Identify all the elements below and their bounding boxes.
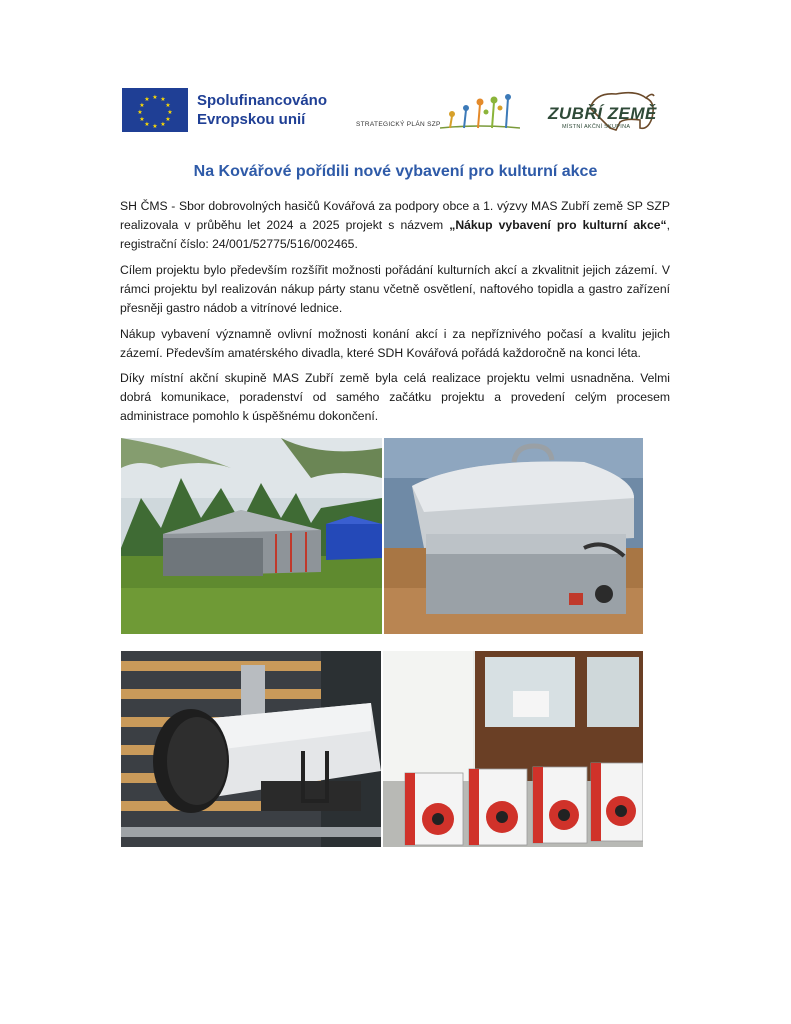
chafing-dish-photo — [384, 438, 643, 634]
mas-logo-subtitle: MÍSTNÍ AKČNÍ SKUPINA — [562, 124, 631, 130]
svg-text:★: ★ — [144, 96, 150, 103]
eu-logo-line2: Evropskou unií — [197, 111, 306, 128]
svg-text:★: ★ — [167, 109, 173, 116]
svg-text:★: ★ — [137, 109, 143, 116]
p1-tail: , registrační číslo: 24/001/52775/516/002465. — [120, 218, 671, 252]
p1-project-name: „Nákup vybavení pro kulturní akce“ — [449, 218, 667, 233]
svg-text:★: ★ — [160, 121, 166, 128]
eu-logo — [122, 88, 327, 132]
paragraph-project-goal: Cílem projektu bylo především rozšířit možnosti pořádání kulturních akcí a zkvalitnit jejich zázemí. V rámci projektu byl realizován nákup párty stanu včetně osvětlení, naftového topidla a gastro zařízení přesněji gastro nádob a vitrínové lednice. — [120, 263, 670, 316]
paragraph-project-intro — [120, 197, 670, 255]
paragraph-thanks: Díky místní akční skupině MAS Zubří země byla celá realizace projektu velmi usnadněna. Velmi dobrá komunikace, poradenství od samého začátku projektu a provedení celým procesem administrace pomohlo k úspěšnému dokončení. — [120, 371, 670, 424]
szp-logo-text: STRATEGICKÝ PLÁN SZP — [356, 121, 441, 128]
svg-text:★: ★ — [165, 102, 171, 109]
mas-zubri-zeme-logo — [548, 86, 658, 142]
cable-reels-photo — [383, 651, 643, 847]
article-title: Na Kovářové pořídili nové vybavení pro kulturní akce — [193, 163, 598, 180]
svg-text:★: ★ — [160, 96, 166, 103]
diesel-heater-photo — [121, 651, 381, 847]
p1-text: SH ČMS - Sbor dobrovolných hasičů Kovářová za podpory obce a 1. výzvy MAS Zubří země SP SZP realizovala v průběhu let 2024 a 2025 projekt s názvem — [120, 199, 670, 233]
eu-logo-text — [197, 91, 327, 129]
paragraph-impact: Nákup vybavení významně ovlivní možnosti konání akcí i za nepříznivého počasí a kvalitu jejich zázemí. Především amatérského divadla, které SDH Kovářová pořádá každoročně na konci léta. — [120, 327, 670, 361]
szp-plants-icon — [440, 94, 520, 134]
svg-text:★: ★ — [144, 121, 150, 128]
header-logos — [120, 86, 660, 146]
svg-text:★: ★ — [152, 123, 158, 130]
svg-text:★: ★ — [139, 102, 145, 109]
szp-logo — [356, 94, 526, 136]
party-tent-photo — [121, 438, 382, 634]
svg-text:★: ★ — [139, 116, 145, 123]
mas-logo-name: ZUBŘÍ ZEMĚ — [548, 104, 657, 123]
eu-logo-line1: Spolufinancováno — [197, 92, 328, 109]
svg-text:★: ★ — [152, 94, 158, 101]
eu-flag-icon — [122, 88, 188, 132]
svg-text:★: ★ — [165, 116, 171, 123]
